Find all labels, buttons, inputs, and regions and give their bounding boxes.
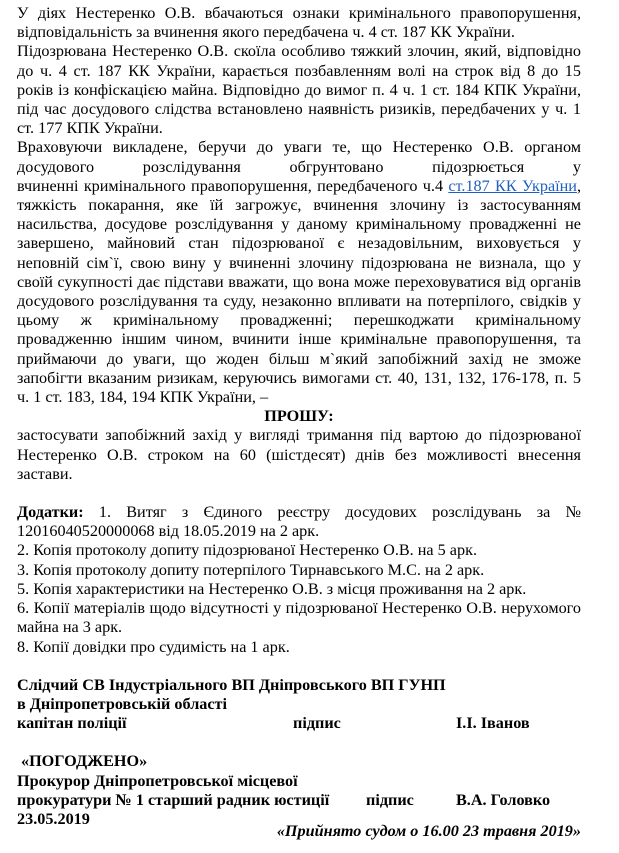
paragraph-3-text-cont: , тяжкість покарання, яке їй загрожує, вчинення злочину із застосуванням насильства, досудове розслідування у даному кримінальному провадженні не завершено, майновий стан підозрюваної є незадовільним, виховується у неповній сім`ї, свою вину у вчиненні злочину підозрювана не визнала, що у своїй сукупності дає підстави вважати, що вона може переховуватися від органів досудового розслідування та суду, незаконно впливати на потерпілого, свідків у цьому ж кримінальному провадженні; перешкоджати кримінальному провадженню іншим чином, вчинити інше кримінальне правопорушення, та приймаючи до уваги, що жоден більш м`який запобіжний захід не зможе запобігти вказаним ризикам, керуючись вимогами ст. 40, 131, 132, 176-178, п. 5 ч. 1 ст. 183, 184, 194 КПК України, –: [17, 176, 582, 407]
request-heading: ПРОШУ:: [264, 407, 334, 426]
paragraph-3-text: вчиненні кримінального правопорушення, передбаченого ч.4: [17, 176, 449, 195]
article-187-link[interactable]: ст.187 КК України: [448, 176, 577, 195]
approval-signature: підпис: [366, 790, 414, 809]
approval-signature-row: [17, 791, 581, 810]
attachment-item-1: 1. Витяг з Єдиного реєстру досудових розслідувань за № 12016040520000068 від 18.05.2019 на 2 арк.: [17, 503, 581, 541]
investigator-signature: підпис: [293, 714, 341, 733]
attachments-first: [17, 503, 581, 541]
attachment-item: 2. Копія протоколу допиту підозрюваної Нестеренко О.В. на 5 арк.: [17, 541, 477, 560]
approval-line-1: Прокурор Дніпропетровської місцевої: [17, 771, 298, 790]
investigator-title: Слідчий СВ Індустріального ВП Дніпровського ВП ГУНП: [17, 675, 446, 694]
request-text: застосувати запобіжний захід у вигляді тримання під вартою до підозрюваної Нестеренко О.В. строком на 60 (шістдесят) днів без можливості внесення застави.: [17, 426, 581, 483]
court-acceptance-note: «Прийнято судом о 16.00 23 травня 2019»: [276, 822, 581, 840]
approval-title: «ПОГОДЖЕНО»: [21, 752, 148, 771]
attachment-item: 5. Копія характеристики на Нестеренко О.В. з місця проживання на 2 арк.: [17, 579, 527, 598]
investigator-signature-row: [17, 714, 581, 733]
paragraph-3-line-2: досудового розслідування обгрунтовано підозрюється у: [17, 157, 581, 176]
investigator-region: в Дніпропетровській області: [17, 694, 228, 713]
paragraph-1: У діях Нестеренко О.В. вбачаються ознаки кримінального правопорушення, відповідальність за вчинення якого передбачена ч. 4 ст. 187 КК України.: [17, 4, 581, 42]
investigator-name: І.І. Іванов: [456, 714, 530, 733]
paragraph-3: [17, 138, 581, 407]
paragraph-3-line-1: Враховуючи викладене, беручи до уваги те, що Нестеренко О.В. органом: [17, 138, 581, 157]
document-page: [17, 4, 581, 829]
spacer: [17, 657, 581, 676]
paragraph-2: Підозрювана Нестеренко О.В. скоїла особливо тяжкий злочин, який, відповідно до ч. 4 ст. 187 КК України, карається позбавленням волі на строк від 8 до 15 років із конфіскацією майна. Відповідно до вимог п. 4 ч. 1 ст. 184 КПК України, під час досудового слідства встановлено наявність ризиків, передбачених у ч. 1 ст. 177 КПК України.: [17, 42, 581, 138]
investigator-rank: капітан поліції: [17, 714, 127, 733]
spacer: [17, 733, 581, 752]
approval-name: В.А. Головко: [456, 790, 551, 809]
attachment-item: 8. Копії довідки про судимість на 1 арк.: [17, 637, 290, 656]
approval-date: 23.05.2019: [17, 809, 90, 828]
attachment-item: 3. Копія протоколу допиту потерпілого Тирнавського М.С. на 2 арк.: [17, 560, 485, 579]
spacer: [17, 484, 581, 503]
attachment-item: 6. Копії матеріалів щодо відсутності у підозрюваної Нестеренко О.В. нерухомого майна на 3 арк.: [17, 599, 581, 637]
approval-line-2: прокуратури № 1 старший радник юстиції: [17, 790, 330, 809]
attachments-label: Додатки:: [17, 503, 84, 522]
